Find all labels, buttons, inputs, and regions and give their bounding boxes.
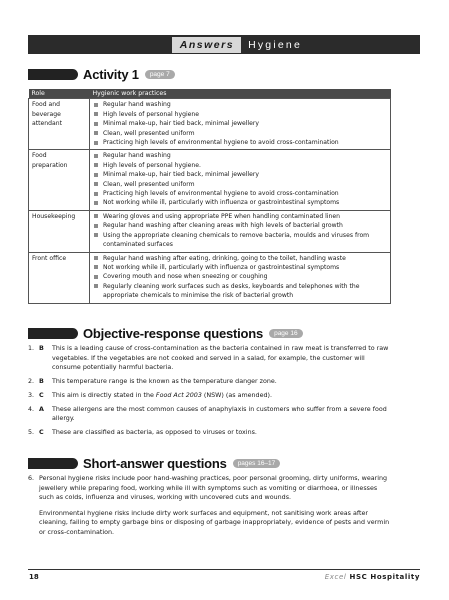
practice-item: Not working while ill, particularly with influenza or gastrointestinal symptoms	[93, 198, 387, 207]
table-row	[29, 210, 391, 252]
role-line: Housekeeping	[32, 212, 76, 220]
practices-cell	[90, 150, 391, 210]
practice-item: Not working while ill, particularly with influenza or gastrointestinal symptoms	[93, 263, 387, 272]
practices-column-header: Hygienic work practices	[90, 89, 391, 99]
answer-letter: A	[39, 405, 44, 413]
practice-item: Minimal make-up, hair tied back, minimal jewellery	[93, 170, 387, 179]
heading-bar	[28, 69, 78, 80]
act-title: Food Act 2003	[155, 391, 202, 399]
objective-title: Objective-response questions	[83, 326, 264, 341]
practice-item: Wearing gloves and using appropriate PPE when handling contaminated linen	[93, 212, 387, 221]
table-row	[29, 252, 391, 303]
heading-bar	[28, 458, 78, 469]
practices-cell	[90, 252, 391, 303]
answer-text: These are classified as bacteria, as opposed to viruses or toxins.	[52, 428, 257, 436]
table-header-row	[29, 89, 391, 99]
answer-paragraph: Personal hygiene risks include poor hand-washing practices, poor personal grooming, dirty uniforms, wearing jewellery while preparing food, working while ill with symptoms such as vomiting or diarrhoea, or illnesses such as colds, influenza and viruses, working with uncovered cuts and wounds.	[39, 475, 388, 502]
header-title	[172, 37, 302, 53]
practice-item: Covering mouth and nose when sneezing or coughing	[93, 272, 387, 281]
question-number: 2.	[28, 377, 35, 385]
practice-item: Regular hand washing	[93, 100, 387, 109]
role-cell	[29, 99, 90, 150]
short-answer-title: Short-answer questions	[83, 456, 227, 471]
footer-rule	[28, 569, 420, 570]
answers-label: Answers	[172, 37, 241, 53]
role-line: attendant	[32, 120, 62, 128]
practice-item: Regular hand washing after eating, drinking, going to the toilet, handling waste	[93, 254, 387, 263]
objective-page-badge: page 16	[269, 329, 303, 338]
answer-item	[28, 344, 393, 373]
answer-text: These allergens are the most common causes of anaphylaxis in customers who suffer from a severe food allergy.	[52, 405, 387, 423]
activity-page-badge: page 7	[145, 70, 175, 79]
brand-excel: Excel	[324, 573, 347, 581]
answer-letter: B	[39, 377, 44, 385]
question-number: 6.	[28, 475, 35, 482]
topic-label: Hygiene	[248, 38, 302, 51]
answer-letter: B	[39, 345, 44, 352]
practice-item: Regular hand washing after cleaning areas with high levels of bacterial growth	[93, 221, 387, 230]
practice-item: Regularly cleaning work surfaces such as desks, keyboards and telephones with the appropriate chemicals to minimise the risk of bacterial growth	[93, 282, 387, 301]
role-line: beverage	[32, 110, 61, 118]
practice-item: Clean, well presented uniform	[93, 129, 387, 138]
answer-text: This is a leading cause of cross-contamination as the bacteria contained in raw meat is transferred to raw vegetables. If the vegetables are not cooked and served in a salad, for example, the customer will consume potentially harmful bacteria.	[52, 345, 389, 372]
role-cell	[29, 150, 90, 210]
practices-cell	[90, 210, 391, 252]
question-number: 5.	[28, 428, 35, 436]
practice-item: Regular hand washing	[93, 151, 387, 160]
practice-item: High levels of personal hygiene.	[93, 161, 387, 170]
question-number: 1.	[28, 345, 35, 352]
practice-item: Minimal make-up, hair tied back, minimal jewellery	[93, 119, 387, 128]
role-line: Food	[32, 152, 47, 160]
role-column-header: Role	[29, 89, 90, 99]
answer-letter: C	[39, 428, 44, 436]
role-line: Front office	[32, 254, 67, 262]
answer-text: This temperature range is the known as the temperature danger zone.	[52, 377, 277, 385]
role-line: Food and	[32, 101, 61, 109]
hygiene-practices-table	[28, 89, 391, 304]
page-header-band	[28, 35, 420, 54]
question-number: 4.	[28, 405, 35, 413]
activity-heading	[28, 67, 175, 82]
question-number: 3.	[28, 391, 35, 399]
practice-item: Using the appropriate cleaning chemicals to remove bacteria, moulds and viruses from contaminated surfaces	[93, 231, 387, 250]
answer-paragraph: Environmental hygiene risks include dirty work surfaces and equipment, not sanitising work areas after cleaning, failing to empty garbage bins or disposing of garbage inappropriately, evidence of pests and vermin or cross-contamination.	[39, 509, 390, 536]
practice-item: High levels of personal hygiene	[93, 110, 387, 119]
answer-item	[28, 405, 393, 424]
practice-item: Clean, well presented uniform	[93, 180, 387, 189]
role-line: preparation	[32, 161, 68, 169]
practice-item: Practicing high levels of environmental hygiene to avoid cross-contamination	[93, 189, 387, 198]
role-cell	[29, 210, 90, 252]
page-number: 18	[29, 573, 39, 581]
answer-item	[28, 377, 393, 387]
practice-item: Practicing high levels of environmental hygiene to avoid cross-contamination	[93, 138, 387, 147]
answer-text-start: This aim is directly stated in the	[52, 391, 156, 399]
short-answer-page-badge: pages 16–17	[233, 459, 281, 468]
answer-item	[28, 428, 393, 438]
table-row	[29, 150, 391, 210]
table-row	[29, 99, 391, 150]
heading-bar	[28, 328, 78, 339]
short-answer-heading	[28, 456, 280, 471]
brand-title: HSC Hospitality	[346, 573, 420, 581]
role-cell	[29, 252, 90, 303]
answer-text-end: (NSW) (as amended).	[201, 391, 273, 399]
short-answers	[28, 474, 393, 538]
practices-cell	[90, 99, 391, 150]
answer-item	[28, 474, 393, 538]
answer-letter: C	[39, 391, 44, 399]
objective-heading	[28, 326, 303, 341]
footer-brand	[325, 573, 420, 581]
answer-item	[28, 391, 393, 401]
activity-title: Activity 1	[83, 67, 139, 82]
objective-answers	[28, 344, 393, 442]
